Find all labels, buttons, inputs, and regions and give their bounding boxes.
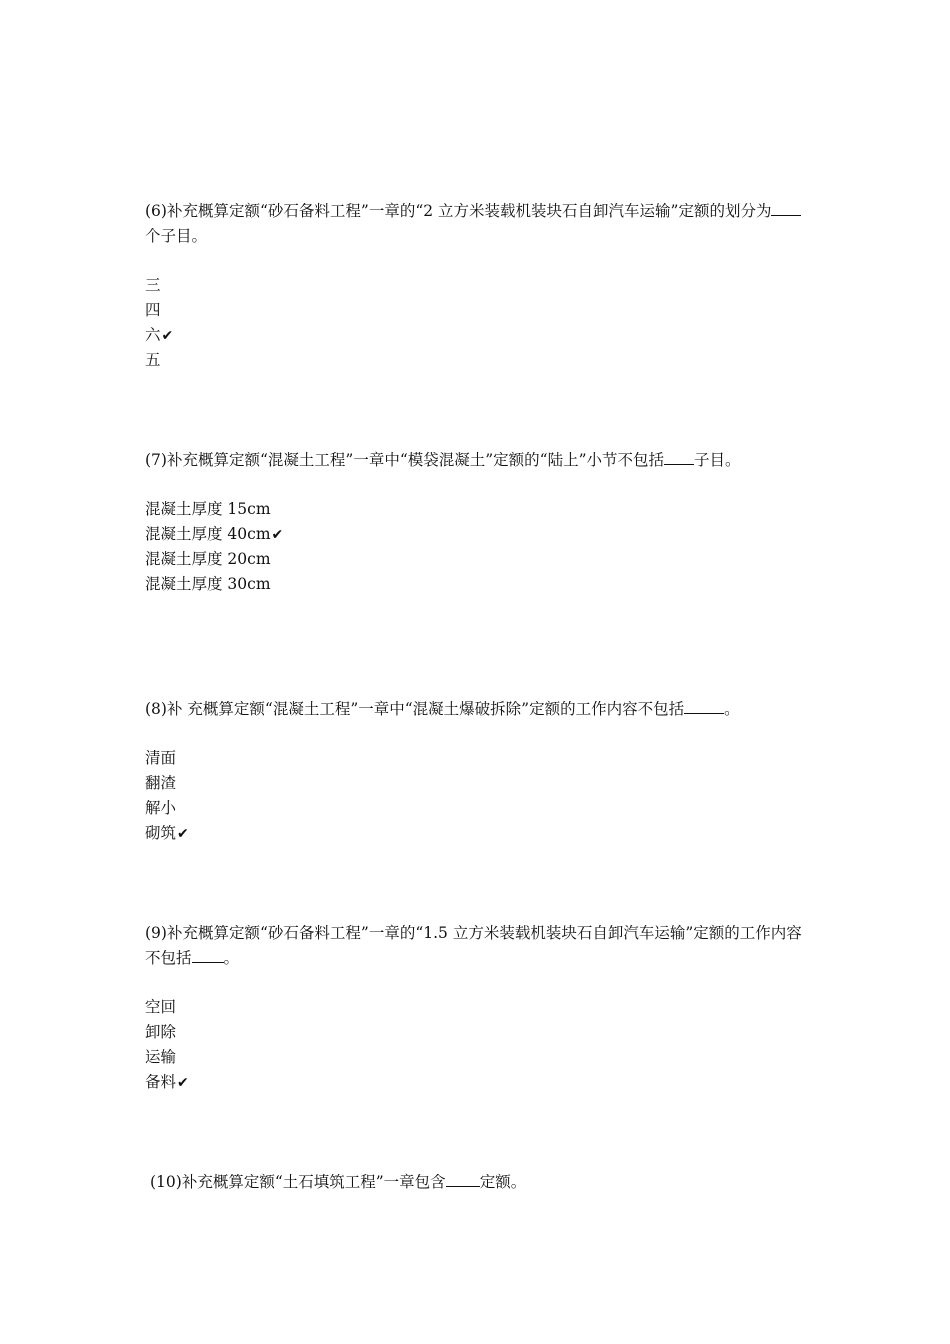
question-6	[145, 199, 815, 373]
option-label: 空回	[145, 998, 177, 1016]
option-label: 清面	[145, 749, 177, 767]
question-stem: 补充概算定额“砂石备料工程”一章的“2 立方米装载机装块石自卸汽车运输”定额的划分为	[166, 202, 772, 220]
check-mark-icon: ✔	[161, 328, 174, 344]
option-item[interactable]	[145, 572, 815, 597]
question-6-text	[145, 199, 815, 249]
option-item-correct[interactable]	[145, 522, 815, 547]
options-list	[145, 497, 815, 597]
option-item[interactable]	[145, 547, 815, 572]
options-list	[145, 273, 815, 373]
option-label: 备料	[145, 1073, 177, 1091]
answer-blank	[684, 697, 724, 714]
option-item[interactable]	[145, 497, 815, 522]
question-8	[145, 697, 825, 846]
question-stem: 补 充概算定额“混凝土工程”一章中“混凝土爆破拆除”定额的工作内容不包括	[166, 700, 685, 718]
question-stem: 补充概算定额“砂石备料工程”一章的“1.5 立方米装载机装块石自卸汽车运输”定额的工作内容不包括	[145, 924, 802, 967]
check-mark-icon: ✔	[271, 527, 284, 543]
question-number: (7)	[145, 451, 167, 469]
option-item[interactable]	[145, 746, 825, 771]
option-label: 混凝土厚度 15cm	[145, 500, 271, 518]
question-8-text	[145, 697, 825, 722]
option-item[interactable]	[145, 771, 825, 796]
option-item[interactable]	[145, 298, 815, 323]
question-number: (6)	[145, 202, 167, 220]
option-label: 混凝土厚度 40cm	[145, 525, 271, 543]
answer-blank	[446, 1170, 480, 1187]
question-number: (8)	[145, 700, 167, 718]
option-item[interactable]	[145, 1020, 815, 1045]
question-number: (10)	[150, 1173, 182, 1191]
question-stem: 补充概算定额“混凝土工程”一章中“模袋混凝土”定额的“陆上”小节不包括	[166, 451, 665, 469]
question-stem: 补充概算定额“土石填筑工程”一章包含	[181, 1173, 446, 1191]
question-7-text	[145, 448, 815, 473]
options-list	[145, 746, 825, 846]
option-item[interactable]	[145, 348, 815, 373]
option-item-correct[interactable]	[145, 821, 825, 846]
option-label: 三	[145, 276, 161, 294]
question-stem-end: 。	[223, 949, 240, 967]
option-label: 混凝土厚度 20cm	[145, 550, 271, 568]
check-mark-icon: ✔	[177, 1075, 189, 1091]
question-9	[145, 921, 815, 1095]
answer-blank	[771, 199, 801, 216]
question-10-text	[150, 1170, 820, 1195]
option-label: 运输	[145, 1048, 177, 1066]
options-list	[145, 995, 815, 1095]
question-stem-end: 子目。	[694, 451, 741, 469]
question-7	[145, 448, 815, 597]
option-item[interactable]	[145, 995, 815, 1020]
option-item[interactable]	[145, 1045, 815, 1070]
option-label: 卸除	[145, 1023, 177, 1041]
option-label: 解小	[145, 799, 177, 817]
answer-blank	[664, 448, 694, 465]
option-item-correct[interactable]	[145, 1070, 815, 1095]
option-item[interactable]	[145, 796, 825, 821]
option-label: 混凝土厚度 30cm	[145, 575, 271, 593]
option-item[interactable]	[145, 273, 815, 298]
check-mark-icon: ✔	[177, 826, 189, 842]
option-label: 五	[145, 351, 161, 369]
option-label: 六	[145, 326, 161, 344]
question-stem-end: 定额。	[479, 1173, 527, 1191]
option-label: 砌筑	[145, 824, 177, 842]
option-item-correct[interactable]	[145, 323, 815, 348]
option-label: 翻渣	[145, 774, 177, 792]
answer-blank	[192, 946, 224, 963]
question-10	[150, 1170, 820, 1195]
question-stem-end: 。	[724, 700, 740, 718]
option-label: 四	[145, 301, 161, 319]
question-9-text	[145, 921, 815, 971]
question-stem-end: 个子目。	[145, 227, 208, 245]
question-number: (9)	[145, 924, 167, 942]
